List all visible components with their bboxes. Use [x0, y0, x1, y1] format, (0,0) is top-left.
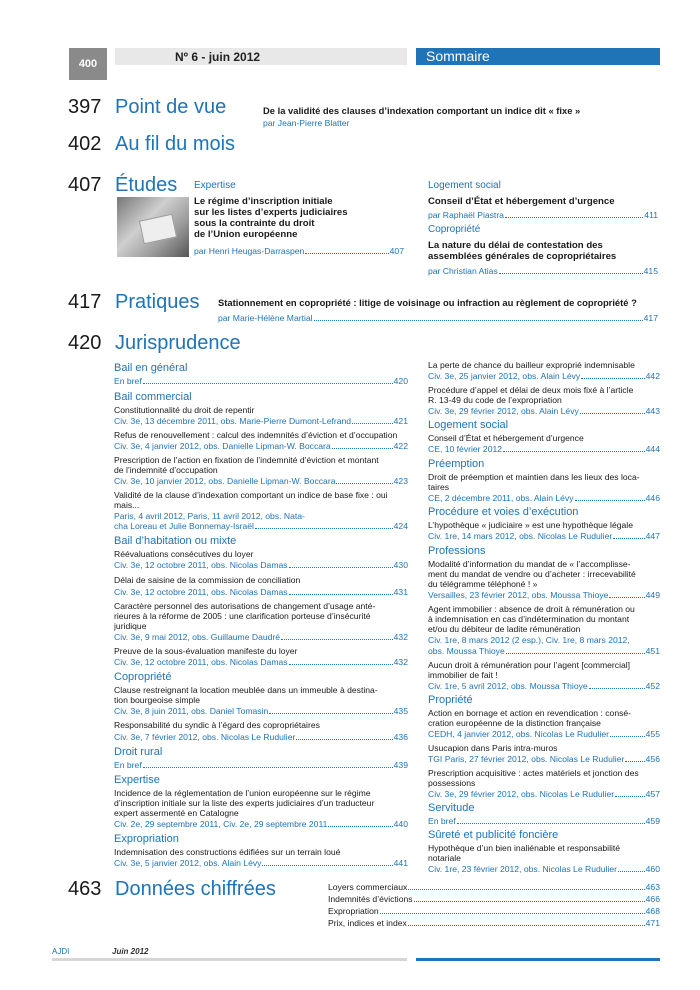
case-title-line[interactable]: tion bourgeoise simple [114, 695, 200, 705]
page-ref[interactable]: 447 [645, 531, 660, 541]
page-ref[interactable]: 442 [645, 371, 660, 381]
citation-line [114, 476, 408, 486]
leader-dots [328, 819, 392, 827]
citation-text: Civ. 3e, 12 octobre 2011, obs. Nicolas Damas [114, 587, 288, 597]
page-ref[interactable]: 463 [645, 882, 660, 892]
case-title-line[interactable]: Clause restreignant la location meublée dans un immeuble à destina- [114, 685, 378, 695]
page-ref[interactable]: 424 [393, 521, 408, 531]
article-title-line[interactable]: sous la contrainte du droit [194, 218, 315, 229]
case-title-line[interactable]: cration européenne de la distinction française [428, 718, 601, 728]
leader-dots [143, 376, 393, 384]
leader-dots [581, 371, 644, 379]
citation-line [114, 657, 408, 667]
article-photo [117, 197, 189, 257]
section-title[interactable]: Jurisprudence [115, 332, 241, 354]
citation-text: Civ. 3e, 25 janvier 2012, obs. Alain Lévy [428, 371, 581, 381]
page-ref[interactable]: 452 [645, 681, 660, 691]
page-ref[interactable]: 411 [644, 210, 658, 220]
leader-dots [336, 476, 392, 484]
case-title-line[interactable]: taires [428, 482, 450, 492]
page-ref[interactable]: 420 [393, 376, 408, 386]
citation-line [428, 493, 660, 503]
citation-text: CEDH, 4 janvier 2012, obs. Nicolas Le Rudulier [428, 729, 610, 739]
case-title-line[interactable]: notariale [428, 853, 461, 863]
leader-dots [618, 864, 645, 872]
case-title-line[interactable]: ment du mandat de vendre ou d’acheter : irrecevabilité [428, 569, 636, 579]
article-author: par Jean-Pierre Blatter [263, 118, 350, 128]
page-ref[interactable]: 459 [645, 816, 660, 826]
citation-line [428, 444, 660, 454]
rubric-label: Expropriation [114, 833, 179, 845]
case-title-line[interactable]: Réévaluations consécutives du loyer [114, 549, 254, 559]
case-title-line[interactable]: Conseil d’État et hébergement d’urgence [428, 433, 584, 443]
citation-line [114, 858, 408, 868]
page-ref[interactable]: 444 [645, 444, 660, 454]
case-title-line[interactable]: L’hypothèque « judiciaire » est une hypothèque légale [428, 520, 633, 530]
rubric-label: Logement social [428, 419, 509, 431]
page-ref[interactable]: 449 [645, 590, 660, 600]
issue-label: Nº 6 - juin 2012 [175, 50, 261, 64]
footer-date: Juin 2012 [112, 947, 149, 956]
citation-text: TGI Paris, 27 février 2012, obs. Nicolas Le Rudulier [428, 754, 625, 764]
rubric-label: Bail commercial [114, 391, 192, 403]
leader-dots [380, 906, 645, 914]
page-ref[interactable]: 451 [645, 646, 660, 656]
leader-dots [503, 444, 645, 452]
case-title-line[interactable]: Refus de renouvellement : calcul des indemnités d’éviction et d’occupation [114, 430, 398, 440]
rubric-label: Copropriété [114, 671, 172, 683]
case-title-line[interactable]: Indemnisation des constructions édifiées sur un terrain loué [114, 847, 341, 857]
section-number: 417 [68, 291, 102, 313]
citation-line: Paris, 4 avril 2012, Paris, 11 avril 2012, obs. Nata- [114, 511, 305, 521]
case-title-line[interactable]: Délai de saisine de la commission de conciliation [114, 575, 301, 585]
page-ref[interactable]: 407 [389, 246, 404, 256]
citation-text: Civ. 3e, 12 octobre 2011, obs. Nicolas Damas [114, 560, 288, 570]
issue-bar [115, 48, 407, 65]
article-title[interactable]: De la validité des clauses d’indexation comportant un indice dit « fixe » [263, 105, 581, 116]
rubric-label: Expertise [114, 774, 160, 786]
stats-item[interactable] [328, 906, 660, 916]
citation-text: Civ. 3e, 29 février 2012, obs. Alain Lévy [428, 406, 579, 416]
citation-line [428, 590, 660, 600]
page-ref[interactable]: 456 [645, 754, 660, 764]
citation-line [114, 760, 408, 770]
leader-dots [262, 858, 392, 866]
rubric-label: Servitude [428, 802, 475, 814]
case-title-line[interactable]: Usucapion dans Paris intra-muros [428, 743, 558, 753]
leader-dots [609, 590, 644, 598]
citation-text: Civ. 2e, 29 septembre 2011, Civ. 2e, 29 septembre 2011 [114, 819, 328, 829]
article-author-line [194, 246, 404, 256]
article-author: par Christian Atias [428, 266, 498, 276]
leader-dots [408, 882, 644, 890]
page-ref[interactable]: 421 [393, 416, 408, 426]
page-ref[interactable]: 439 [393, 760, 408, 770]
case-title-line[interactable]: du télégramme téléphoné ! » [428, 579, 538, 589]
case-title-line[interactable]: Validité de la clause d’indexation comportant un indice de base fixe : oui [114, 490, 388, 500]
stats-label: Prix, indices et index [328, 918, 407, 928]
article-author-line [218, 313, 658, 323]
rubric-label: Sûreté et publicité foncière [428, 829, 559, 841]
footer-rule [52, 958, 407, 961]
citation-line [428, 754, 660, 764]
leader-dots [269, 706, 392, 714]
stats-label: Indemnités d’évictions [328, 894, 413, 904]
leader-dots [615, 789, 645, 797]
case-title-line[interactable]: à indemnisation en cas d’indétermination du montant [428, 614, 630, 624]
journal-name: AJDI [52, 947, 70, 956]
case-title-line[interactable]: Action en bornage et action en revendication : consé- [428, 708, 632, 718]
citation-text: Civ. 3e, 9 mai 2012, obs. Guillaume Daudré [114, 632, 281, 642]
case-title-line[interactable]: R. 13-49 du code de l’expropriation [428, 395, 562, 405]
citation-text: obs. Moussa Thioye [428, 646, 505, 656]
page-ref[interactable]: 471 [645, 918, 660, 928]
citation-line [114, 706, 408, 716]
rubric-label: Professions [428, 545, 486, 557]
case-title-line[interactable]: rieures à la réforme de 2005 : une clarification porteuse d’insécurité [114, 611, 371, 621]
citation-text: Civ. 3e, 4 janvier 2012, obs. Danielle Lipman-W. Boccara [114, 441, 331, 451]
citation-text: cha Loreau et Julie Bonnemay-Israël [114, 521, 254, 531]
leader-dots [143, 760, 393, 768]
section-title[interactable]: Au fil du mois [115, 133, 236, 155]
section-title[interactable]: Point de vue [115, 96, 227, 118]
citation-text: Civ. 3e, 8 juin 2011, obs. Daniel Tomasin [114, 706, 269, 716]
citation-text: Versailles, 23 février 2012, obs. Moussa Thioye [428, 590, 609, 600]
leader-dots [296, 732, 392, 740]
citation-text: CE, 10 février 2012 [428, 444, 503, 454]
section-title[interactable]: Études [115, 174, 178, 196]
citation-line [428, 646, 660, 656]
leader-dots [289, 587, 393, 595]
citation-text: En bref [428, 816, 456, 826]
leader-dots [610, 729, 645, 737]
footer-rule-accent [416, 958, 660, 961]
citation-line [428, 789, 660, 799]
citation-text: Civ. 3e, 29 février 2012, obs. Nicolas Le Rudulier [428, 789, 615, 799]
case-title-line[interactable]: Aucun droit à rémunération pour l’agent [commercial] [428, 660, 631, 670]
section-number: 402 [68, 133, 102, 155]
leader-dots [613, 531, 644, 539]
citation-text: Civ. 1re, 5 avril 2012, obs. Moussa Thioye [428, 681, 588, 691]
page-ref[interactable]: 443 [645, 406, 660, 416]
article-title-line[interactable]: de l’Union européenne [194, 229, 298, 240]
case-title-line[interactable]: Prescription acquisitive : actes matériels et jonction des [428, 768, 639, 778]
leader-dots [255, 521, 393, 529]
rubric-label: Préemption [428, 458, 485, 470]
article-author: par Henri Heugas-Darraspen [194, 246, 305, 256]
citation-line [114, 521, 408, 531]
page-ref[interactable]: 423 [393, 476, 408, 486]
leader-dots [589, 681, 645, 689]
case-title-line[interactable]: Preuve de la sous-évaluation manifeste du loyer [114, 646, 298, 656]
article-title-line[interactable]: assemblées générales de copropriétaires [428, 251, 617, 262]
citation-text: Civ. 3e, 10 janvier 2012, obs. Danielle Lipman-W. Boccara [114, 476, 336, 486]
page-ref[interactable]: 422 [393, 441, 408, 451]
page-ref[interactable]: 457 [645, 789, 660, 799]
leader-dots [289, 657, 393, 665]
stats-label: Expropriation [328, 906, 379, 916]
leader-dots [352, 416, 393, 424]
leader-dots [625, 754, 644, 762]
case-title-line[interactable]: Hypothèque d’un bien inaliénable et responsabilité [428, 843, 621, 853]
article-author: par Raphaël Piastra [428, 210, 504, 220]
case-title-line[interactable]: mais... [114, 500, 140, 510]
leader-dots [414, 894, 645, 902]
case-title-line[interactable]: Prescription de l’action en fixation de l’indemnité d’éviction et montant [114, 455, 379, 465]
citation-line [114, 632, 408, 642]
stats-item[interactable] [328, 918, 660, 928]
rubric-label: Droit rural [114, 746, 163, 758]
citation-line [428, 531, 660, 541]
citation-line [114, 587, 408, 597]
page-ref[interactable]: 415 [643, 266, 658, 276]
page-ref[interactable]: 435 [393, 706, 408, 716]
citation-text: En bref [114, 376, 142, 386]
rubric-label: Bail d’habitation ou mixte [114, 535, 237, 547]
citation-line [114, 416, 408, 426]
leader-dots [457, 816, 645, 824]
citation-line [114, 560, 408, 570]
page-ref[interactable]: 441 [393, 858, 408, 868]
case-title-line[interactable]: Incidence de la réglementation de l’union européenne sur le régime [114, 788, 371, 798]
stats-label: Loyers commerciaux [328, 882, 408, 892]
article-author-line [428, 210, 658, 220]
citation-line: Civ. 1re, 8 mars 2012 (2 esp.), Civ. 1re, 8 mars 2012, [428, 635, 630, 645]
citation-text: Civ. 3e, 7 février 2012, obs. Nicolas Le Rudulier [114, 732, 296, 742]
section-number: 397 [68, 96, 102, 118]
leader-dots [281, 632, 393, 640]
stats-item[interactable] [328, 894, 660, 904]
article-author-line [428, 266, 658, 276]
stats-item[interactable] [328, 882, 660, 892]
case-title-line[interactable]: Responsabilité du syndic à l’égard des copropriétaires [114, 720, 320, 730]
case-title-line[interactable]: La perte de chance du bailleur exproprié indemnisable [428, 360, 635, 370]
section-number: 463 [68, 878, 102, 900]
page-ref[interactable]: 436 [393, 732, 408, 742]
citation-text: En bref [114, 760, 142, 770]
article-title-line[interactable]: Le régime d’inscription initiale [194, 196, 333, 207]
case-title-line[interactable]: immobilier de fait ! [428, 670, 498, 680]
article-title[interactable]: Stationnement en copropriété : litige de voisinage ou infraction au règlement de copropriété ? [218, 297, 637, 308]
case-title-line[interactable]: et/ou du débiteur de ladite rémunération [428, 624, 581, 634]
case-title-line[interactable]: expert assermenté en Catalogne [114, 808, 239, 818]
section-title[interactable]: Pratiques [115, 291, 200, 313]
article-title-line[interactable]: Conseil d’État et hébergement d’urgence [428, 196, 615, 207]
citation-line [428, 406, 660, 416]
citation-text: CE, 2 décembre 2011, obs. Alain Lévy [428, 493, 574, 503]
citation-line [428, 729, 660, 739]
section-title[interactable]: Données chiffrées [115, 878, 276, 900]
rubric-label: Procédure et voies d’exécution [428, 506, 579, 518]
citation-text: Civ. 1re, 23 février 2012, obs. Nicolas Le Rudulier [428, 864, 617, 874]
article-title-line[interactable]: sur les listes d’experts judiciaires [194, 207, 348, 218]
page-ref[interactable]: 432 [393, 632, 408, 642]
rubric-label: Propriété [428, 694, 473, 706]
section-number: 407 [68, 174, 102, 196]
case-title-line[interactable]: Caractère personnel des autorisations de changement d’usage anté- [114, 601, 376, 611]
leader-dots [506, 646, 645, 654]
citation-line [114, 376, 408, 386]
case-title-line[interactable]: de l’indemnité d’occupation [114, 465, 218, 475]
citation-line [428, 864, 660, 874]
citation-text: Civ. 3e, 12 octobre 2011, obs. Nicolas Damas [114, 657, 288, 667]
page-ref[interactable]: 417 [643, 313, 658, 323]
rubric-label: Logement social [428, 180, 501, 191]
citation-line [428, 371, 660, 381]
page-ref[interactable]: 460 [645, 864, 660, 874]
section-number: 420 [68, 332, 102, 354]
case-title-line[interactable]: d’inscription initiale sur la liste des experts judiciaires d’un traducteur [114, 798, 375, 808]
citation-line [428, 681, 660, 691]
page-ref[interactable]: 430 [393, 560, 408, 570]
rubric-label: Bail en général [114, 362, 188, 374]
page-ref[interactable]: 468 [645, 906, 660, 916]
citation-line [114, 819, 408, 829]
leader-dots [575, 493, 645, 501]
page-ref[interactable]: 440 [393, 819, 408, 829]
citation-text: Civ. 3e, 5 janvier 2012, obs. Alain Lévy [114, 858, 262, 868]
case-title-line[interactable]: possessions [428, 778, 476, 788]
case-title-line[interactable]: Droit de préemption et maintien dans les lieux des loca- [428, 472, 640, 482]
page-ref[interactable]: 455 [645, 729, 660, 739]
page-number: 400 [69, 48, 107, 80]
leader-dots [580, 406, 645, 414]
case-title-line[interactable]: Modalité d’information du mandat de « l’accomplisse- [428, 559, 631, 569]
page-ref[interactable]: 466 [645, 894, 660, 904]
leader-dots [408, 918, 645, 926]
case-title-line[interactable]: Constitutionnalité du droit de repentir [114, 405, 255, 415]
citation-line [428, 816, 660, 826]
rubric-label: Copropriété [428, 224, 481, 235]
page-ref[interactable]: 432 [393, 657, 408, 667]
case-title-line[interactable]: juridique [114, 621, 147, 631]
article-title-line[interactable]: La nature du délai de contestation des [428, 240, 603, 251]
leader-dots [289, 560, 393, 568]
page-ref[interactable]: 431 [393, 587, 408, 597]
case-title-line[interactable]: Procédure d’appel et délai de deux mois fixé à l’article [428, 385, 634, 395]
case-title-line[interactable]: Agent immobilier : absence de droit à rémunération ou [428, 604, 635, 614]
citation-line [114, 732, 408, 742]
citation-text: Civ. 1re, 14 mars 2012, obs. Nicolas Le Rudulier [428, 531, 613, 541]
citation-line [114, 441, 408, 451]
section-header: Sommaire [416, 48, 660, 65]
rubric-label: Expertise [194, 180, 236, 191]
leader-dots [332, 441, 393, 449]
article-author: par Marie-Hélène Martial [218, 313, 313, 323]
citation-text: Civ. 3e, 13 décembre 2011, obs. Marie-Pierre Dumont-Lefrand [114, 416, 352, 426]
page-ref[interactable]: 446 [645, 493, 660, 503]
